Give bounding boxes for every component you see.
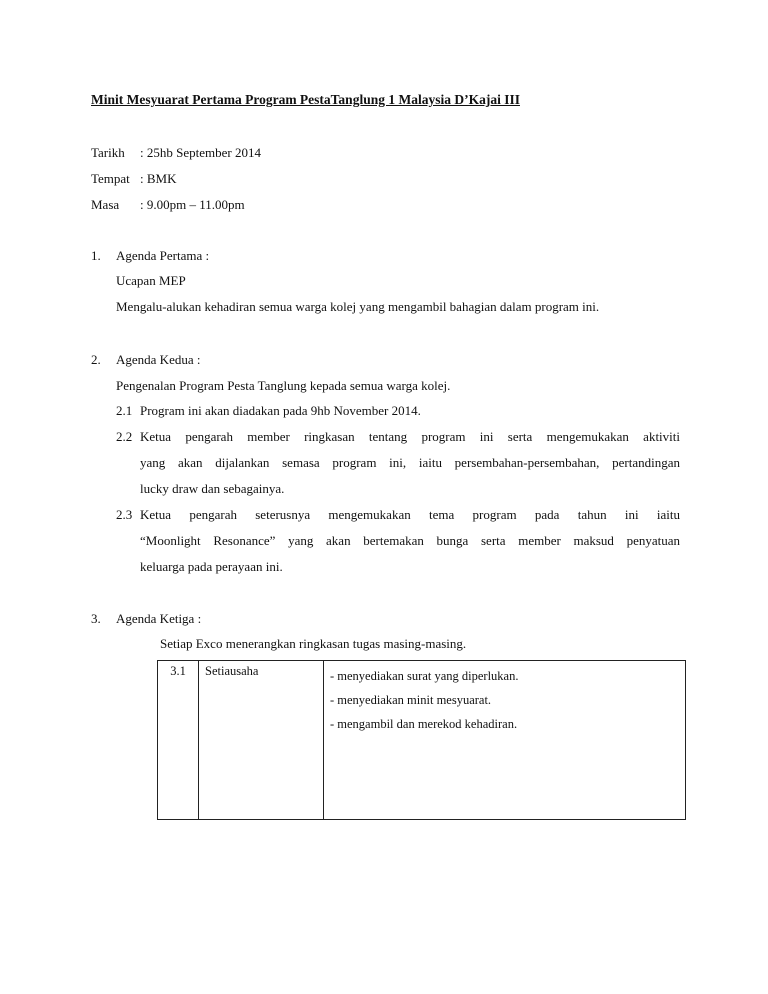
agenda2-sub1-text: Program ini akan diadakan pada 9hb November 2014. <box>140 403 421 418</box>
agenda2-sub2-line2: yang akan dijalankan semasa program ini, iaitu persembahan-persembahan, pertandingan <box>140 455 680 470</box>
agenda3-heading: Agenda Ketiga : <box>116 611 202 626</box>
table-row <box>158 661 686 820</box>
agenda2-sub2-line3: lucky draw dan sebagainya. <box>140 481 285 496</box>
time-label: Masa <box>91 197 120 212</box>
duty-item: - menyediakan minit mesyuarat. <box>330 693 492 707</box>
duty-item: - menyediakan surat yang diperlukan. <box>330 669 519 683</box>
date-value: : 25hb September 2014 <box>140 145 261 160</box>
agenda2-intro: Pengenalan Program Pesta Tanglung kepada semua warga kolej. <box>116 378 451 393</box>
agenda2-sub3-line1: Ketua pengarah seterusnya mengemukakan tema program pada tahun ini iaitu <box>140 507 680 522</box>
place-label: Tempat <box>91 171 130 186</box>
agenda2-number: 2. <box>91 352 101 367</box>
agenda2-sub2-line1: Ketua pengarah member ringkasan tentang program ini serta mengemukakan aktiviti <box>140 429 680 444</box>
agenda3-number: 3. <box>91 611 101 626</box>
agenda2-sub3-number: 2.3 <box>116 507 133 522</box>
date-label: Tarikh <box>91 145 125 160</box>
agenda2-sub2-number: 2.2 <box>116 429 133 444</box>
duties-cell <box>324 661 686 820</box>
document-title: Minit Mesyuarat Pertama Program PestaTanglung 1 Malaysia D’Kajai III <box>91 92 520 107</box>
agenda1-heading: Agenda Pertama : <box>116 248 210 263</box>
agenda1-item: Ucapan MEP <box>116 273 186 288</box>
place-value: : BMK <box>140 171 177 186</box>
agenda2-sub3-line2: “Moonlight Resonance” yang akan bertemakan bunga serta member maksud penyatuan <box>140 533 680 548</box>
time-value: : 9.00pm – 11.00pm <box>140 197 245 212</box>
agenda2-sub3-line3: keluarga pada perayaan ini. <box>140 559 283 574</box>
agenda2-heading: Agenda Kedua : <box>116 352 201 367</box>
agenda3-intro: Setiap Exco menerangkan ringkasan tugas masing-masing. <box>160 636 467 651</box>
agenda1-detail: Mengalu-alukan kehadiran semua warga kolej yang mengambil bahagian dalam program ini. <box>116 299 600 314</box>
role-cell: Setiausaha <box>199 661 324 820</box>
exco-duties-table <box>157 660 686 820</box>
agenda1-number: 1. <box>91 248 101 263</box>
duty-item: - mengambil dan merekod kehadiran. <box>330 717 518 731</box>
row-number-cell: 3.1 <box>158 661 199 820</box>
agenda2-sub1-number: 2.1 <box>116 403 133 418</box>
